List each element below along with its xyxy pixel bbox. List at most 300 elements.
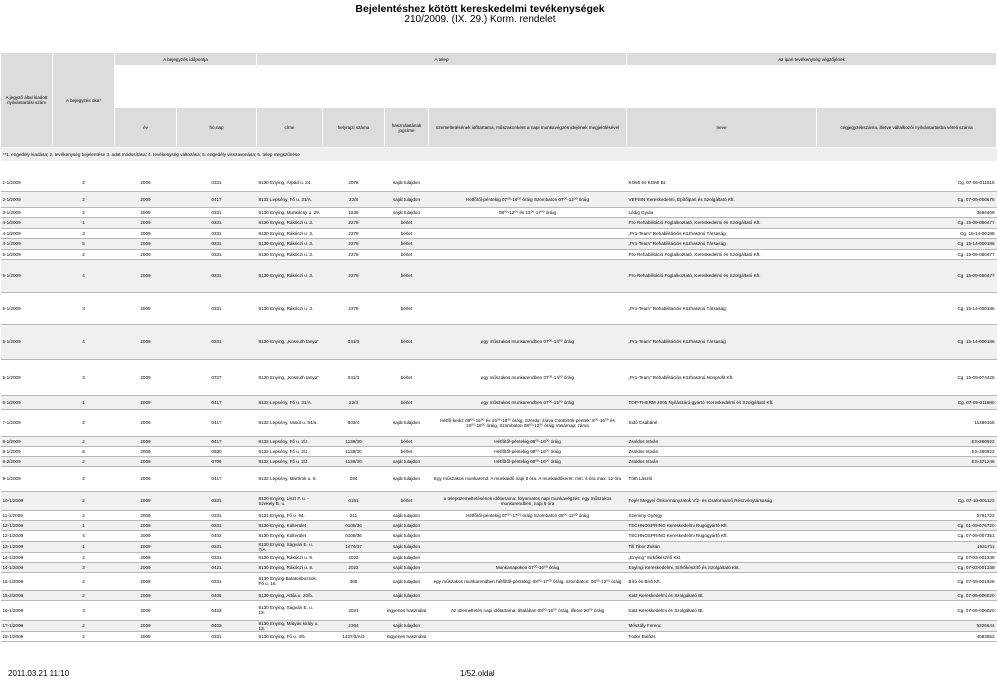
- cell-title-use: bérlet: [385, 228, 429, 238]
- cell-reg-number: 4-1/2009: [1, 228, 53, 238]
- cell-operator-name: Zsoldos István: [627, 436, 817, 446]
- cell-monthday: 0402: [177, 530, 257, 541]
- cell-year: 2009: [115, 324, 177, 359]
- cell-title-use: bérlet: [385, 359, 429, 395]
- cell-monthday: 0331: [177, 174, 257, 191]
- cell-entry-type: 4: [53, 530, 115, 541]
- cell-title-use: saját tulajdon: [385, 562, 429, 572]
- cell-title-use: saját tulajdon: [385, 620, 429, 631]
- cell-address: 8130 Enying, Liszt F. u. - Szekely B. u.: [257, 491, 323, 510]
- cell-address: 8130 Enying, Rákóczi u. 3.: [257, 249, 323, 259]
- table-row: [1, 259, 997, 292]
- cell-entry-type: 2: [53, 466, 115, 491]
- cell-address: 8130 Enying, Ságvári E. u. 18.: [257, 600, 323, 620]
- cell-reg-number: 8-1/2009: [1, 446, 53, 456]
- cell-reg-number: 10-1/2009: [1, 491, 53, 510]
- cell-year: 2009: [115, 228, 177, 238]
- cell-title-use: bérlet: [385, 324, 429, 359]
- cell-company-reg: 11389156: [817, 409, 997, 436]
- header-name: neve: [627, 108, 817, 148]
- cell-year: 2009: [115, 217, 177, 228]
- cell-reg-number: 4-1/2009: [1, 217, 53, 228]
- cell-address: 8130 Enying, Árpád u. 24.: [257, 174, 323, 191]
- cell-operator-name: „Pro-Team” Rehabilitációs Közhasznú Társaság: [627, 238, 817, 249]
- cell-hours: [429, 552, 627, 562]
- cell-operator-name: Katz Kereskedelmi és Szolgáltató Bt.: [627, 600, 817, 620]
- cell-operator-name: VEPSIN Kereskedelmi, Építőipari és Szolgáltató Kft.: [627, 191, 817, 207]
- cell-monthday: 0727: [177, 359, 257, 395]
- cell-hours: [429, 228, 627, 238]
- cell-year: 2009: [115, 259, 177, 292]
- cell-title-use: saját tulajdon: [385, 207, 429, 217]
- cell-address: 8132 Lepsény, Fő u. 2/J.: [257, 436, 323, 446]
- cell-parcel: 2278: [323, 292, 385, 324]
- cell-hours: egy műszakos munkarendben 07⁰⁰-15⁰⁰ óráig: [429, 395, 627, 409]
- cell-hours: [429, 174, 627, 191]
- table-row: [1, 446, 997, 456]
- cell-monthday: 0403: [177, 620, 257, 631]
- cell-monthday: 0417: [177, 191, 257, 207]
- cell-reg-number: 1-1/2009: [1, 174, 53, 191]
- cell-hours: [429, 631, 627, 641]
- cell-monthday: 0417: [177, 466, 257, 491]
- cell-reg-number: 5-1/2009: [1, 259, 53, 292]
- table-row: [1, 562, 997, 572]
- cell-title-use: ingyenes használat: [385, 600, 429, 620]
- cell-year: 2009: [115, 436, 177, 446]
- cell-hours: 08⁰⁰-12⁰⁰ és 13⁰⁰-17⁰⁰ óráig: [429, 207, 627, 217]
- cell-title-use: saját tulajdon: [385, 590, 429, 600]
- cell-monthday: 0331: [177, 631, 257, 641]
- cell-reg-number: 7-1/2009: [1, 409, 53, 436]
- cell-company-reg: Cg. 07-03-001339: [817, 562, 997, 572]
- cell-reg-number: 2-1/2009: [1, 191, 53, 207]
- cell-hours: Hétfőtől-péntekig 08⁰⁰-16⁰⁰ óráig: [429, 436, 627, 446]
- cell-entry-type: 2: [53, 510, 115, 520]
- cell-entry-type: 1: [53, 541, 115, 552]
- cell-year: 2009: [115, 249, 177, 259]
- cell-parcel: 2022: [323, 552, 385, 562]
- cell-monthday: 0331: [177, 292, 257, 324]
- cell-monthday: 0421: [177, 562, 257, 572]
- cell-parcel: 2078: [323, 174, 385, 191]
- cell-operator-name: „Enying” Sírkőkészítő Kkt.: [627, 552, 817, 562]
- cell-parcel: 041/3: [323, 359, 385, 395]
- cell-hours: Hétfő-kedd: 08⁰⁰-16⁰⁰ és 16⁰⁰-18⁰⁰ óráig, Szerda: zárva Csütörtök-péntek: 8⁰⁰-16⁰⁰ és 16⁰⁰-18⁰⁰ óráig, Szombaton 08⁰⁰-12⁰⁰ óráig Vasárnap: zárva: [429, 409, 627, 436]
- cell-year: 2009: [115, 456, 177, 466]
- cell-address: 8130 Enying, Fő u. 4/5.: [257, 631, 323, 641]
- cell-reg-number: 4-1/2009: [1, 238, 53, 249]
- cell-year: 2009: [115, 409, 177, 436]
- cell-title-use: bérlet: [385, 292, 429, 324]
- table-row: [1, 292, 997, 324]
- table-row: [1, 541, 997, 552]
- cell-entry-type: 2: [53, 620, 115, 631]
- cell-reg-number: 16-1/2009: [1, 600, 53, 620]
- cell-hours: Hétfőtől-péntekig 08⁰⁰-16⁰⁰ óráig: [429, 446, 627, 456]
- cell-address: 8130 Enying, Rákóczi u. 3.: [257, 238, 323, 249]
- cell-year: 2009: [115, 174, 177, 191]
- cell-reg-number: 5-1/2009: [1, 292, 53, 324]
- header-hours: üzemeltetésének időtartama, műszakonként a napi munkavégzés idejének megjelölésével: [429, 108, 627, 148]
- footer-page: 1/52.oldal: [460, 669, 495, 678]
- cell-hours: [429, 292, 627, 324]
- cell-operator-name: „Pro-Team” Rehabilitációs Közhasznú Társaság: [627, 292, 817, 324]
- cell-hours: [429, 590, 627, 600]
- cell-title-use: ingyenes használat: [385, 631, 429, 641]
- cell-title-use: saját tulajdon: [385, 191, 429, 207]
- cell-operator-name: KOMI és KOMI Bt.: [627, 174, 817, 191]
- cell-year: 2009: [115, 572, 177, 590]
- cell-hours: egy műszakos munkarendben hétfőtől-péntekig: 08⁰⁰-17⁰⁰ óráig, szombaton: 08⁰⁰-12⁰⁰ óráig: [429, 572, 627, 590]
- cell-title-use: saját tulajdon: [385, 541, 429, 552]
- cell-monthday: 0422: [177, 600, 257, 620]
- cell-operator-name: Zsoldos István: [627, 446, 817, 456]
- cell-year: 2009: [115, 446, 177, 456]
- header-group-site: A telep: [257, 53, 627, 66]
- legend-note: **1. engedély kiadása; 2. tevékenység bejelentése 3. adat módosítása; 4. tevékenység változása; 5. engedély visszavonása; 6. telep megszűnése: [1, 148, 997, 162]
- cell-company-reg: ES-360922: [817, 446, 997, 456]
- cell-entry-type: 6: [53, 446, 115, 456]
- table-row: [1, 228, 997, 238]
- header-company-reg: cégjegyzékszáma, illetve vállalkozói nyilvántartásba vételi száma: [817, 108, 997, 148]
- cell-operator-name: Enyingi Kereskedelmi, Sírkőkészítő és Szolgáltató Kkt.: [627, 562, 817, 572]
- cell-reg-number: 8-2/2009: [1, 456, 53, 466]
- header-group-time: A bejegyzés időpontja: [115, 53, 257, 66]
- header-address: címe: [257, 108, 323, 148]
- cell-monthday: 0331: [177, 259, 257, 292]
- cell-operator-name: Bíró és Bíró Kft.: [627, 572, 817, 590]
- cell-year: 2009: [115, 466, 177, 491]
- cell-parcel: 1138/30: [323, 456, 385, 466]
- header-monthday: hó,nap: [177, 108, 257, 148]
- cell-company-reg: Cg. 07-06-006020: [817, 590, 997, 600]
- cell-reg-number: 12-1/2009: [1, 530, 53, 541]
- cell-monthday: 0331: [177, 207, 257, 217]
- cell-entry-type: 2: [53, 207, 115, 217]
- cell-operator-name: „Pro-Team” Rehabilitációs Közhasznú Társaság: [627, 324, 817, 359]
- cell-company-reg: Cg. 15-09-060477: [817, 259, 997, 292]
- cell-reg-number: 8-1/2009: [1, 436, 53, 446]
- cell-monthday: 0331: [177, 541, 257, 552]
- cell-monthday: 0331: [177, 572, 257, 590]
- cell-company-reg: ES-371246: [817, 456, 997, 466]
- cell-address: 8130 Enying-Balatonbozsok, Fő u. 16.: [257, 572, 323, 590]
- cell-monthday: 0331: [177, 324, 257, 359]
- cell-monthday: 0406: [177, 590, 257, 600]
- cell-title-use: saját tulajdon: [385, 572, 429, 590]
- table-row: [1, 466, 997, 491]
- footer-datetime: 2011.03.21 11:10: [8, 669, 70, 678]
- table-row: [1, 191, 997, 207]
- cell-address: 8130 Enying, Ságvári E. u. 7/A.: [257, 541, 323, 552]
- cell-title-use: saját tulajdon: [385, 530, 429, 541]
- cell-hours: a telepüzemeltetésének időtartama: folyamatos napi munkavégzés: egy műszakos munkarendben, napi 8 óra: [429, 491, 627, 510]
- cell-year: 2009: [115, 510, 177, 520]
- cell-operator-name: „Pro-Team” Rehabilitációs Közhasznú Társaság: [627, 228, 817, 238]
- cell-hours: Munkanapokon 07⁰⁰-16⁰⁰ óráig: [429, 562, 627, 572]
- cell-entry-type: 3: [53, 228, 115, 238]
- cell-year: 2009: [115, 541, 177, 552]
- cell-address: 8130 Enying, Mátyás király u. 13.: [257, 620, 323, 631]
- cell-entry-type: 3: [53, 359, 115, 395]
- header-title-use: használatának jogcíme: [385, 108, 429, 148]
- cell-address: 8130 Enying, Rákóczi u. 8.: [257, 562, 323, 572]
- cell-reg-number: 14-1/2009: [1, 552, 53, 562]
- header-group-operator: Az ipari tevékenység végzőjének: [627, 53, 997, 66]
- cell-operator-name: „Pro-Team” Rehabilitációs Közhasznú Nonprofit Kft.: [627, 359, 817, 395]
- cell-title-use: saját tulajdon: [385, 510, 429, 520]
- cell-address: 8130 Enying, „Kossuth tanya”: [257, 359, 323, 395]
- table-row: [1, 238, 997, 249]
- cell-hours: [429, 249, 627, 259]
- cell-reg-number: 15-2/2009: [1, 590, 53, 600]
- cell-reg-number: 14-1/2009: [1, 562, 53, 572]
- cell-parcel: 2278: [323, 217, 385, 228]
- cell-company-reg: Cg. 07-03-001339: [817, 552, 997, 562]
- cell-company-reg: Cg. 15-09-060477: [817, 249, 997, 259]
- cell-entry-type: 2: [53, 191, 115, 207]
- cell-monthday: 0331: [177, 217, 257, 228]
- cell-reg-number: 5-1/2009: [1, 249, 53, 259]
- table-row: [1, 590, 997, 600]
- cell-operator-name: TOP-THERM 2006 Nyílászáró-gyártó -Kereskedelmi és Szolgáltató Kft.: [627, 395, 817, 409]
- cell-monthday: 0331: [177, 552, 257, 562]
- header-reg-number: A jegyző által kiadott nyilvántartási szám: [1, 53, 53, 148]
- table-row: [1, 395, 997, 409]
- cell-parcel: [323, 590, 385, 600]
- cell-address: 8130 Enying, Rákóczi u. 3.: [257, 259, 323, 292]
- cell-operator-name: Mészáfy Ferenc: [627, 620, 817, 631]
- cell-monthday: 0331: [177, 228, 257, 238]
- cell-entry-type: 2: [53, 491, 115, 510]
- cell-address: 8130 Enying, Rákóczi u. 3.: [257, 228, 323, 238]
- cell-reg-number: 5-1/2009: [1, 324, 53, 359]
- cell-address: 8132 Lepsény, Mártírok u. 6.: [257, 466, 323, 491]
- table-row: [1, 217, 997, 228]
- cell-address: 8130 Enying, Rákóczi u. 8.: [257, 552, 323, 562]
- cell-operator-name: TECHNOSPRING Kereskedelmi Rugógyártó Kft.: [627, 530, 817, 541]
- table-row: [1, 620, 997, 631]
- cell-title-use: saját tulajdon: [385, 409, 429, 436]
- cell-company-reg: Cg. 07-09-001928: [817, 572, 997, 590]
- cell-company-reg: Cg. 15-14-000186: [817, 324, 997, 359]
- cell-entry-type: 3: [53, 600, 115, 620]
- cell-hours: [429, 520, 627, 530]
- cell-entry-type: 2: [53, 409, 115, 436]
- cell-reg-number: 3-1/2009: [1, 207, 53, 217]
- cell-year: 2009: [115, 620, 177, 631]
- cell-company-reg: 5326644: [817, 620, 997, 631]
- cell-company-reg: 5791722: [817, 510, 997, 520]
- cell-parcel: 0108/36: [323, 530, 385, 541]
- table-row: [1, 436, 997, 446]
- cell-monthday: 0331: [177, 249, 257, 259]
- cell-hours: egy műszakos munkarendben 07⁰⁰-14⁰⁰ óráig: [429, 324, 627, 359]
- table-row: [1, 491, 997, 510]
- cell-entry-type: 2: [53, 174, 115, 191]
- document-title: Bejelentéshez kötött kereskedelmi tevékenységek: [355, 3, 605, 15]
- cell-company-reg: Cg. 15-09-074426: [817, 359, 997, 395]
- cell-operator-name: Lédig Gyula: [627, 207, 817, 217]
- cell-year: 2009: [115, 491, 177, 510]
- cell-title-use: bérlet: [385, 446, 429, 456]
- cell-year: 2009: [115, 600, 177, 620]
- header-year: év: [115, 108, 177, 148]
- cell-parcel: 2278: [323, 259, 385, 292]
- cell-entry-type: 1: [53, 395, 115, 409]
- header-parcel: helyrajzi száma: [323, 108, 385, 148]
- cell-parcel: 211: [323, 510, 385, 520]
- cell-year: 2009: [115, 631, 177, 641]
- cell-monthday: 0331: [177, 520, 257, 530]
- cell-title-use: saját tulajdon: [385, 520, 429, 530]
- cell-hours: Az üzemeltetés napi időtartama: általában 08⁰⁰-16⁰⁰ óráig, illetve 20⁰⁰ óráig: [429, 600, 627, 620]
- cell-title-use: saját tulajdon: [385, 174, 429, 191]
- table-row: [1, 207, 997, 217]
- cell-address: 8130 Enying, Attila u. 20/b.: [257, 590, 323, 600]
- cell-entry-type: 2: [53, 572, 115, 590]
- cell-entry-type: 2: [53, 590, 115, 600]
- cell-operator-name: Katz Kereskedelmi és Szolgáltató Bt.: [627, 590, 817, 600]
- cell-hours: Hétfőtől-péntekig 07⁰⁰-17⁰⁰ óráig Szombaton 08⁰⁰-12⁰⁰ óráig: [429, 510, 627, 520]
- cell-monthday: 0417: [177, 409, 257, 436]
- cell-entry-type: 4: [53, 324, 115, 359]
- cell-address: 8130 Enying, Rákóczi u. 3.: [257, 292, 323, 324]
- cell-year: 2009: [115, 590, 177, 600]
- cell-operator-name: Pro Rehabilitáció Foglalkoztató, Kereskedelmi és Szolgáltató Kft.: [627, 259, 817, 292]
- cell-reg-number: 17-1/2009: [1, 620, 53, 631]
- cell-monthday: 0706: [177, 456, 257, 466]
- cell-title-use: bérlet: [385, 436, 429, 446]
- cell-address: 8130 Enying, Külterület: [257, 530, 323, 541]
- cell-entry-type: 2: [53, 249, 115, 259]
- cell-hours: Egy műszakos munkarend. A munkaidő napi 8 óra. A munkaidőkeret: min. 4 óra max. 12 óra: [429, 466, 627, 491]
- cell-title-use: saját tulajdon: [385, 456, 429, 466]
- cell-hours: [429, 217, 627, 228]
- table-row: [1, 520, 997, 530]
- cell-monthday: 0630: [177, 446, 257, 456]
- cell-address: 8130 Enying, Munkácsy u. 29.: [257, 207, 323, 217]
- cell-title-use: bérlet: [385, 217, 429, 228]
- cell-title-use: bérlet: [385, 238, 429, 249]
- cell-reg-number: 5-1/2009: [1, 359, 53, 395]
- cell-monthday: 0331: [177, 491, 257, 510]
- cell-company-reg: Cg. 15-14-000186: [817, 238, 997, 249]
- cell-parcel: 1138/30: [323, 436, 385, 446]
- cell-entry-type: 4: [53, 259, 115, 292]
- cell-operator-name: Tóth László: [627, 466, 817, 491]
- table-row: [1, 530, 997, 541]
- cell-parcel: 1437/3/A/3: [323, 631, 385, 641]
- cell-year: 2009: [115, 562, 177, 572]
- cell-hours: [429, 620, 627, 631]
- table-row: [1, 249, 997, 259]
- cell-entry-type: 1: [53, 520, 115, 530]
- cell-operator-name: Zsoldos István: [627, 456, 817, 466]
- cell-parcel: 22/8: [323, 191, 385, 207]
- cell-hours: [429, 530, 627, 541]
- cell-address: 8132 Lepsény, Fő u. 2/J.: [257, 446, 323, 456]
- cell-parcel: 1138/30: [323, 446, 385, 456]
- cell-reg-number: 9-1/2009: [1, 466, 53, 491]
- cell-title-use: bérlet: [385, 395, 429, 409]
- cell-address: 8132 Lepsény, Fő u. 31/A.: [257, 395, 323, 409]
- cell-operator-name: Szenimy György: [627, 510, 817, 520]
- cell-company-reg: Cg. 07-09-007351: [817, 530, 997, 541]
- cell-hours: egy műszakos munkarendben 07⁰⁰-14⁰⁰ óráig: [429, 359, 627, 395]
- table-row: [1, 510, 997, 520]
- cell-parcel: 2364: [323, 620, 385, 631]
- cell-parcel: 2022: [323, 562, 385, 572]
- cell-entry-type: 2: [53, 436, 115, 446]
- cell-year: 2009: [115, 292, 177, 324]
- cell-reg-number: 12-1/2009: [1, 520, 53, 530]
- cell-parcel: 0108/36: [323, 520, 385, 530]
- cell-title-use: bérlet: [385, 249, 429, 259]
- cell-operator-name: Pro Rehabilitáció Foglalkoztató, Kereskedelmi és Szolgáltató Kft.: [627, 249, 817, 259]
- cell-reg-number: 15-1/2009: [1, 572, 53, 590]
- cell-year: 2009: [115, 520, 177, 530]
- cell-company-reg: 4083652: [817, 631, 997, 641]
- cell-parcel: 305: [323, 572, 385, 590]
- cell-entry-type: 2: [53, 631, 115, 641]
- cell-company-reg: Cg. 07-09-006675: [817, 191, 997, 207]
- cell-operator-name: Fejér Megyei Önkormányzatok Víz- és Csatornamű Részvénytársaság: [627, 491, 817, 510]
- cell-company-reg: Cg. 15-09-060477: [817, 217, 997, 228]
- cell-address: 8132 Lepsény, Vasút u. 84/a.: [257, 409, 323, 436]
- cell-entry-type: 1: [53, 217, 115, 228]
- cell-parcel: 22/3: [323, 395, 385, 409]
- cell-monthday: 0331: [177, 510, 257, 520]
- cell-year: 2009: [115, 552, 177, 562]
- cell-operator-name: TECHNOSPRING Kereskedelmi Rugógyártó Kft.: [627, 520, 817, 530]
- cell-company-reg: Cg. 07-09-011880: [817, 395, 997, 409]
- cell-year: 2009: [115, 207, 177, 217]
- cell-address: 8132 Lepsény, Fő u. 31/A.: [257, 191, 323, 207]
- cell-company-reg: [817, 466, 997, 491]
- spacer-row: [1, 161, 997, 174]
- cell-company-reg: 3694409: [817, 207, 997, 217]
- cell-operator-name: Pro Rehabilitáció Foglalkoztató, Kereskedelmi és Szolgáltató Kft.: [627, 217, 817, 228]
- cell-hours: Hétfőtől-péntekig 07⁰⁰-16⁰⁰ óráig Szombaton 07⁰⁰-12⁰⁰ óráig: [429, 191, 627, 207]
- cell-title-use: bérlet: [385, 491, 429, 510]
- cell-address: 8130 Enying, Külterület: [257, 520, 323, 530]
- table-row: [1, 409, 997, 436]
- cell-reg-number: 13-1/2009: [1, 541, 53, 552]
- cell-reg-number: 18-1/2009: [1, 631, 53, 641]
- table-row: [1, 600, 997, 620]
- cell-parcel: 2278: [323, 249, 385, 259]
- cell-year: 2009: [115, 238, 177, 249]
- cell-parcel: 0151: [323, 491, 385, 510]
- cell-operator-name: Fodor Balázs: [627, 631, 817, 641]
- cell-operator-name: Sidó Csabáné: [627, 409, 817, 436]
- cell-operator-name: Till Tibor Zoltán: [627, 541, 817, 552]
- cell-company-reg: 1531711: [817, 541, 997, 552]
- cell-monthday: 0331: [177, 238, 257, 249]
- cell-reg-number: 11-1/2009: [1, 510, 53, 520]
- cell-parcel: 1635: [323, 207, 385, 217]
- cell-company-reg: Cg. 01-09-076720: [817, 520, 997, 530]
- table-row: [1, 572, 997, 590]
- cell-parcel: 2278: [323, 238, 385, 249]
- cell-hours: [429, 541, 627, 552]
- cell-parcel: 2031: [323, 600, 385, 620]
- cell-hours: [429, 238, 627, 249]
- cell-entry-type: 2: [53, 552, 115, 562]
- header-spacer: [115, 66, 997, 108]
